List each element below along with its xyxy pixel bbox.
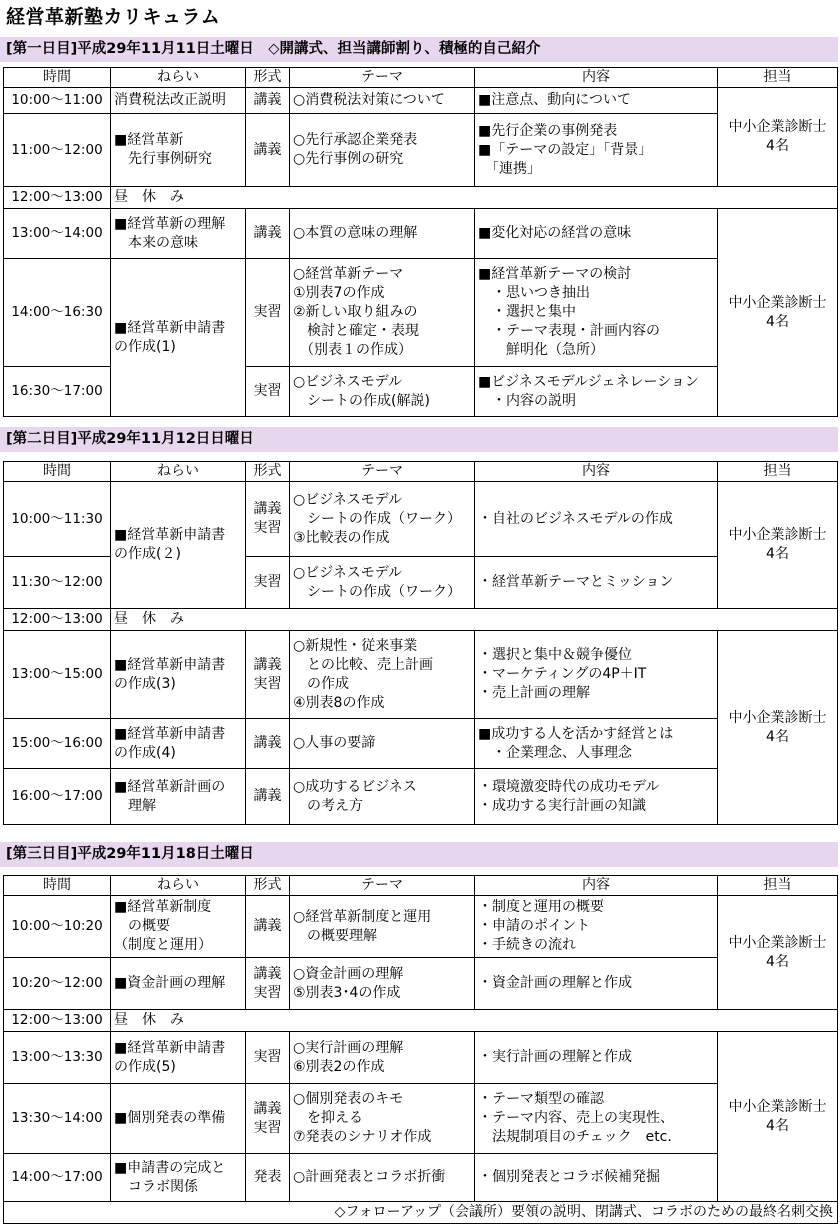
table-row xyxy=(4,958,838,1010)
row-form: 講義 xyxy=(246,88,290,114)
row-theme: ○ビジネスモデル シートの作成（ワーク） xyxy=(290,557,475,609)
row-form: 講義 xyxy=(246,769,290,825)
row-form: 講義 実習 xyxy=(246,958,290,1010)
footer-row xyxy=(4,1202,838,1224)
row-content: ・実行計画の理解と作成 xyxy=(475,1032,718,1084)
row-aim: ■経営革新の理解 本来の意味 xyxy=(111,209,246,259)
col-header-aim: ねらい xyxy=(111,462,246,482)
col-header-form: 形式 xyxy=(246,462,290,482)
row-time: 14:00〜17:00 xyxy=(4,1154,111,1202)
closing-note: ◇フォローアップ（会議所）要領の説明、閉講式、コラボのための最終名刺交換 xyxy=(4,1202,838,1224)
row-aim: ■経営革新申請書 の作成(4) xyxy=(111,719,246,769)
row-theme: ○人事の要諦 xyxy=(290,719,475,769)
row-content: ■変化対応の経営の意味 xyxy=(475,209,718,259)
row-content: ・個別発表とコラボ候補発掘 xyxy=(475,1154,718,1202)
row-form: 発表 xyxy=(246,1154,290,1202)
col-header-aim: ねらい xyxy=(111,68,246,88)
col-header-form: 形式 xyxy=(246,68,290,88)
row-time: 10:00〜10:20 xyxy=(4,896,111,958)
day3-header: [第三日目]平成29年11月18日土曜日 xyxy=(0,842,838,867)
lunch-label: 昼 休 み xyxy=(111,187,838,209)
table-row xyxy=(4,1154,838,1202)
col-header-theme: テーマ xyxy=(290,68,475,88)
row-aim: ■申請書の完成と コラボ関係 xyxy=(111,1154,246,1202)
lunch-label: 昼 休 み xyxy=(111,609,838,631)
day3-schedule-table xyxy=(3,875,838,1224)
row-form: 講義 実習 xyxy=(246,631,290,719)
lunch-time: 12:00〜13:00 xyxy=(4,1010,111,1032)
row-content: ・自社のビジネスモデルの作成 xyxy=(475,482,718,557)
row-content: ■ビジネスモデルジェネレーション ・内容の説明 xyxy=(475,367,718,417)
row-theme: ○ビジネスモデル シートの作成(解説) xyxy=(290,367,475,417)
row-theme: ○計画発表とコラボ折衝 xyxy=(290,1154,475,1202)
table-row xyxy=(4,896,838,958)
table-row xyxy=(4,209,838,259)
table-row xyxy=(4,631,838,719)
row-content: ■先行企業の事例発表 ■「テーマの設定」「背景」 「連携」 xyxy=(475,114,718,187)
table-row xyxy=(4,259,838,367)
row-aim: ■経営革新申請書 の作成(２) xyxy=(111,482,246,609)
row-aim: ■経営革新計画の 理解 xyxy=(111,769,246,825)
row-aim: ■個別発表の準備 xyxy=(111,1084,246,1154)
table-row xyxy=(4,1032,838,1084)
col-header-aim: ねらい xyxy=(111,876,246,896)
row-content: ・経営革新テーマとミッション xyxy=(475,557,718,609)
page-title: 経営革新塾カリキュラム xyxy=(6,6,221,28)
row-tantou: 中小企業診断士 4名 xyxy=(718,896,838,1010)
row-form: 講義 実習 xyxy=(246,1084,290,1154)
row-aim: ■経営革新申請書 の作成(3) xyxy=(111,631,246,719)
lunch-time: 12:00〜13:00 xyxy=(4,609,111,631)
row-content: ・選択と集中＆競争優位 ・マーケティングの4P＋IT ・売上計画の理解 xyxy=(475,631,718,719)
lunch-label: 昼 休 み xyxy=(111,1010,838,1032)
table-row xyxy=(4,769,838,825)
col-header-content: 内容 xyxy=(475,876,718,896)
row-form: 講義 実習 xyxy=(246,482,290,557)
row-content: ・テーマ類型の確認 ・テーマ内容、売上の実現性、 法規制項目のチェック etc. xyxy=(475,1084,718,1154)
col-header-time: 時間 xyxy=(4,68,111,88)
row-tantou: 中小企業診断士 4名 xyxy=(718,631,838,825)
row-time: 10:20〜12:00 xyxy=(4,958,111,1010)
row-tantou: 中小企業診断士 4名 xyxy=(718,1032,838,1202)
row-time: 13:00〜13:30 xyxy=(4,1032,111,1084)
row-time: 10:00〜11:30 xyxy=(4,482,111,557)
row-theme: ○成功するビジネス の考え方 xyxy=(290,769,475,825)
row-content: ■経営革新テーマの検討 ・思いつき抽出 ・選択と集中 ・テーマ表現・計画内容の 鮮明化（急所） xyxy=(475,259,718,367)
row-content: ・環境激変時代の成功モデル ・成功する実行計画の知識 xyxy=(475,769,718,825)
row-time: 16:00〜17:00 xyxy=(4,769,111,825)
row-form: 実習 xyxy=(246,259,290,367)
col-header-tantou: 担当 xyxy=(718,68,838,88)
table-row xyxy=(4,482,838,557)
col-header-tantou: 担当 xyxy=(718,876,838,896)
col-header-form: 形式 xyxy=(246,876,290,896)
col-header-tantou: 担当 xyxy=(718,462,838,482)
row-aim: 消費税法改正説明 xyxy=(111,88,246,114)
row-time: 13:00〜14:00 xyxy=(4,209,111,259)
row-aim: ■経営革新申請書 の作成(5) xyxy=(111,1032,246,1084)
row-theme: ○消費税法対策について xyxy=(290,88,475,114)
row-time: 11:30〜12:00 xyxy=(4,557,111,609)
row-content: ■成功する人を活かす経営とは ・企業理念、人事理念 xyxy=(475,719,718,769)
row-tantou: 中小企業診断士 4名 xyxy=(718,209,838,417)
row-time: 14:00〜16:30 xyxy=(4,259,111,367)
col-header-content: 内容 xyxy=(475,462,718,482)
row-theme: ○本質の意味の理解 xyxy=(290,209,475,259)
row-form: 講義 xyxy=(246,719,290,769)
table-row xyxy=(4,88,838,114)
row-theme: ○ビジネスモデル シートの作成（ワーク） ③比較表の作成 xyxy=(290,482,475,557)
table-header-row xyxy=(4,462,838,482)
row-time: 16:30〜17:00 xyxy=(4,367,111,417)
row-tantou: 中小企業診断士 4名 xyxy=(718,88,838,187)
row-form: 講義 xyxy=(246,114,290,187)
lunch-row xyxy=(4,609,838,631)
day2-header: [第二日目]平成29年11月12日日曜日 xyxy=(0,427,838,452)
row-form: 講義 xyxy=(246,896,290,958)
row-tantou: 中小企業診断士 4名 xyxy=(718,482,838,609)
row-aim: ■経営革新 先行事例研究 xyxy=(111,114,246,187)
lunch-time: 12:00〜13:00 xyxy=(4,187,111,209)
lunch-row xyxy=(4,1010,838,1032)
row-theme: ○新規性・従来事業 との比較、売上計画 の作成 ④別表8の作成 xyxy=(290,631,475,719)
row-theme: ○個別発表のキモ を抑える ⑦発表のシナリオ作成 xyxy=(290,1084,475,1154)
row-form: 講義 xyxy=(246,209,290,259)
row-theme: ○先行承認企業発表 ○先行事例の研究 xyxy=(290,114,475,187)
row-time: 10:00〜11:00 xyxy=(4,88,111,114)
row-time: 13:00〜15:00 xyxy=(4,631,111,719)
col-header-time: 時間 xyxy=(4,876,111,896)
col-header-theme: テーマ xyxy=(290,876,475,896)
table-row xyxy=(4,114,838,187)
row-theme: ○資金計画の理解 ⑤別表3･4の作成 xyxy=(290,958,475,1010)
row-content: ■注意点、動向について xyxy=(475,88,718,114)
day1-schedule-table xyxy=(3,67,838,417)
row-aim: ■経営革新制度 の概要 （制度と運用） xyxy=(111,896,246,958)
row-aim: ■経営革新申請書 の作成(1) xyxy=(111,259,246,417)
row-theme: ○経営革新制度と運用 の概要理解 xyxy=(290,896,475,958)
table-header-row xyxy=(4,876,838,896)
row-theme: ○経営革新テーマ ①別表7の作成 ②新しい取り組みの 検討と確定・表現 （別表１の作成） xyxy=(290,259,475,367)
row-form: 実習 xyxy=(246,367,290,417)
table-row xyxy=(4,1084,838,1154)
row-content: ・制度と運用の概要 ・申請のポイント ・手続きの流れ xyxy=(475,896,718,958)
table-row xyxy=(4,719,838,769)
row-form: 実習 xyxy=(246,1032,290,1084)
row-time: 11:00〜12:00 xyxy=(4,114,111,187)
row-time: 13:30〜14:00 xyxy=(4,1084,111,1154)
col-header-content: 内容 xyxy=(475,68,718,88)
day2-schedule-table xyxy=(3,461,838,825)
row-aim: ■資金計画の理解 xyxy=(111,958,246,1010)
row-time: 15:00〜16:00 xyxy=(4,719,111,769)
row-theme: ○実行計画の理解 ⑥別表2の作成 xyxy=(290,1032,475,1084)
table-header-row xyxy=(4,68,838,88)
col-header-time: 時間 xyxy=(4,462,111,482)
row-form: 実習 xyxy=(246,557,290,609)
lunch-row xyxy=(4,187,838,209)
col-header-theme: テーマ xyxy=(290,462,475,482)
row-content: ・資金計画の理解と作成 xyxy=(475,958,718,1010)
day1-header: [第一日目]平成29年11月11日土曜日 ◇開講式、担当講師割り、積極的自己紹介 xyxy=(0,37,838,62)
